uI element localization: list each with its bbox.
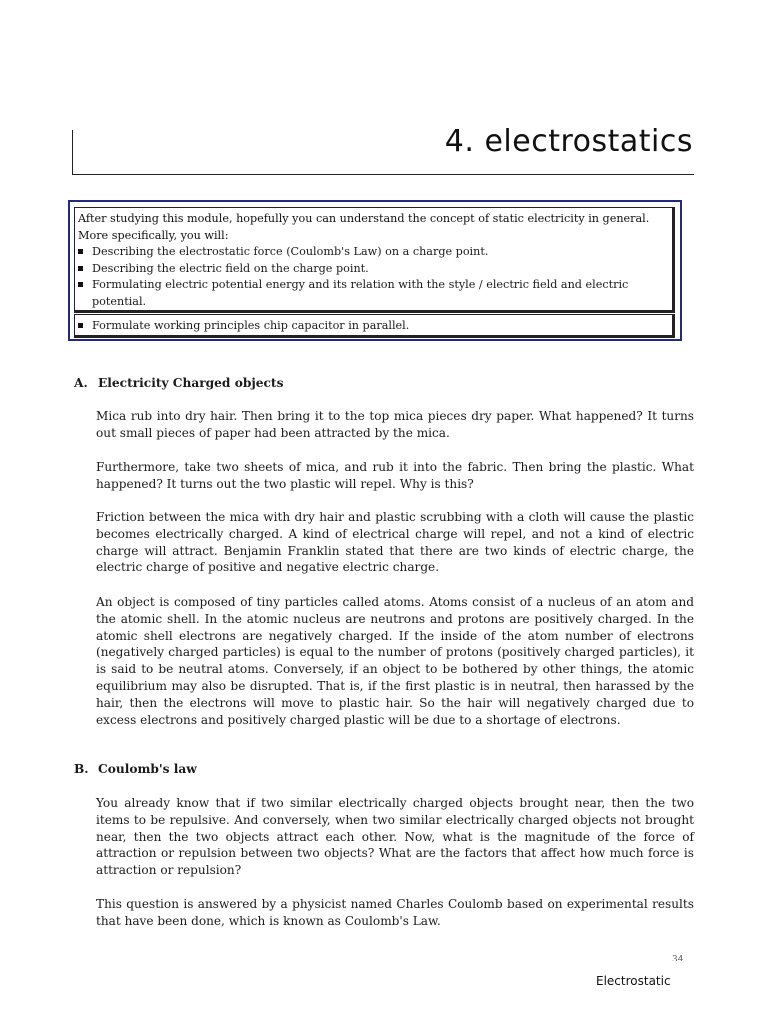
section-letter: B. bbox=[74, 762, 89, 776]
paragraph: Friction between the mica with dry hair and plastic scrubbing with a cloth will cause the plastic becomes electrically charged. A kind of electrical charge will repel, and not a kind of electric charge will attract. Benjamin Franklin stated that there are two kinds of electric charge, the electric charge of positive and negative electric charge. bbox=[96, 510, 694, 575]
section-heading-a bbox=[74, 376, 283, 390]
footer-label: Electrostatic bbox=[596, 974, 671, 988]
chapter-title: 4. electrostatics bbox=[444, 124, 693, 159]
paragraph: An object is composed of tiny particles called atoms. Atoms consist of a nucleus of an atom and the atomic shell. In the atomic nucleus are neutrons and protons are positively charged. In the atomic shell electrons are negatively charged. If the inside of the atom number of electrons (negatively charged particles) is equal to the number of protons (positively charged particles), it is said to be neutral atoms. Conversely, if an object to be bothered by other things, the atomic equilibrium may also be disrupted. That is, if the first plastic is in neutral, then harassed by the hair, then the electrons will move to plastic hair. So the hair will negatively charged due to excess electrons and positively charged plastic will be due to a shortage of electrons. bbox=[96, 595, 694, 727]
section-title: Electricity Charged objects bbox=[98, 376, 284, 390]
objective-item-capacitor: Formulate working principles chip capacitor in parallel. bbox=[78, 318, 409, 334]
paragraph: Mica rub into dry hair. Then bring it to the top mica pieces dry paper. What happened? It turns out small pieces of paper had been attracted by the mica. bbox=[96, 409, 694, 440]
objective-item: Describing the electric field on the charge point. bbox=[78, 261, 638, 278]
paragraph: Furthermore, take two sheets of mica, and rub it into the fabric. Then bring the plastic. What happened? It turns out the two plastic will repel. Why is this? bbox=[96, 460, 694, 491]
objective-item: Describing the electrostatic force (Coulomb's Law) on a charge point. bbox=[78, 244, 638, 261]
chapter-header-rule-vertical bbox=[72, 130, 73, 174]
section-letter: A. bbox=[74, 376, 88, 390]
paragraph: This question is answered by a physicist named Charles Coulomb based on experimental results that have been done, which is known as Coulomb's Law. bbox=[96, 897, 694, 928]
section-title: Coulomb's law bbox=[98, 762, 197, 776]
objectives-list bbox=[78, 244, 638, 310]
chapter-header-rule-horizontal bbox=[72, 174, 694, 175]
paragraph: You already know that if two similar electrically charged objects brought near, then the two items to be repulsive. And conversely, when two similar electrically charged objects not brought near, then the two objects attract each other. Now, what is the magnitude of the force of attraction or repulsion between two objects? What are the factors that affect how much force is attraction or repulsion? bbox=[96, 796, 694, 878]
section-heading-b bbox=[74, 762, 197, 776]
objectives-intro: After studying this module, hopefully you can understand the concept of static electricity in general. More specifically, you will: bbox=[78, 212, 650, 242]
objective-item: Formulating electric potential energy and its relation with the style / electric field and electric potential. bbox=[78, 277, 638, 310]
page-number: 34 bbox=[672, 955, 684, 961]
